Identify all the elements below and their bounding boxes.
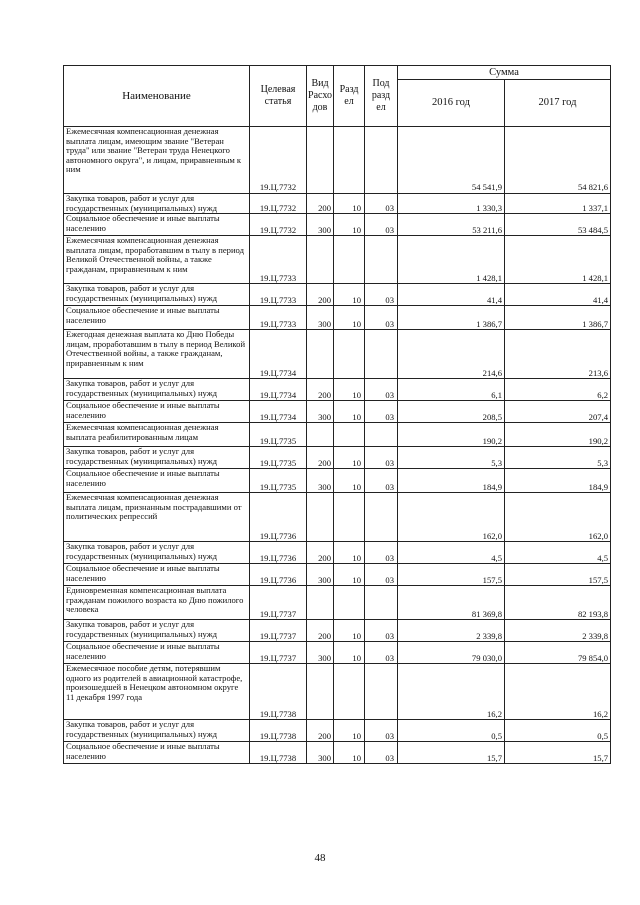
row-podrazdel [365,236,398,284]
row-sum-2016: 214,6 [398,330,505,379]
table-row [64,542,611,564]
row-sum-2016: 81 369,8 [398,586,505,620]
table-row [64,284,611,306]
row-sum-2016: 162,0 [398,493,505,542]
row-target-code: 19.Ц.7734 [250,401,307,423]
row-sum-2016: 208,5 [398,401,505,423]
row-vid: 300 [307,306,334,330]
row-target-code: 19.Ц.7732 [250,194,307,214]
table-row [64,447,611,469]
row-target-code: 19.Ц.7737 [250,642,307,664]
row-podrazdel: 03 [365,214,398,236]
row-podrazdel: 03 [365,542,398,564]
row-razdel: 10 [334,620,365,642]
row-sum-2016: 79 030,0 [398,642,505,664]
row-sum-2017: 190,2 [505,423,611,447]
row-sum-2016: 1 428,1 [398,236,505,284]
row-sum-2017: 0,5 [505,720,611,742]
row-target-code: 19.Ц.7738 [250,720,307,742]
table-row [64,330,611,379]
row-razdel: 10 [334,447,365,469]
table-row [64,423,611,447]
header-name: Наименование [64,66,250,127]
row-vid [307,664,334,720]
row-name: Закупка товаров, работ и услуг для государственных (муниципальных) нужд [64,720,250,742]
row-name: Социальное обеспечение и иные выплаты населению [64,742,250,764]
row-sum-2016: 0,5 [398,720,505,742]
row-vid: 300 [307,564,334,586]
row-sum-2017: 207,4 [505,401,611,423]
row-razdel: 10 [334,642,365,664]
row-podrazdel: 03 [365,306,398,330]
row-razdel: 10 [334,379,365,401]
row-sum-2017: 79 854,0 [505,642,611,664]
row-sum-2017: 6,2 [505,379,611,401]
row-razdel: 10 [334,564,365,586]
row-podrazdel: 03 [365,447,398,469]
row-sum-2016: 157,5 [398,564,505,586]
row-target-code: 19.Ц.7738 [250,742,307,764]
row-name: Ежемесячное пособие детям, потерявшим одного из родителей в авиационной катастрофе, произошедшей в Ненецком автономном округе 11 декабря 1997 года [64,664,250,720]
row-vid: 200 [307,620,334,642]
table-row [64,194,611,214]
row-name: Закупка товаров, работ и услуг для государственных (муниципальных) нужд [64,542,250,564]
row-target-code: 19.Ц.7736 [250,493,307,542]
row-name: Социальное обеспечение и иные выплаты населению [64,214,250,236]
row-podrazdel [365,423,398,447]
row-target-code: 19.Ц.7732 [250,127,307,194]
page-number: 48 [314,852,326,864]
row-vid [307,586,334,620]
row-podrazdel: 03 [365,642,398,664]
row-name: Ежемесячная компенсационная денежная выплата реабилитированным лицам [64,423,250,447]
row-sum-2016: 4,5 [398,542,505,564]
row-podrazdel [365,664,398,720]
row-vid [307,236,334,284]
row-target-code: 19.Ц.7733 [250,236,307,284]
budget-table [63,65,611,764]
row-target-code: 19.Ц.7737 [250,586,307,620]
row-sum-2017: 1 428,1 [505,236,611,284]
row-sum-2016: 53 211,6 [398,214,505,236]
row-sum-2017: 2 339,8 [505,620,611,642]
row-sum-2017: 16,2 [505,664,611,720]
row-vid [307,493,334,542]
row-target-code: 19.Ц.7734 [250,330,307,379]
row-target-code: 19.Ц.7736 [250,564,307,586]
row-razdel: 10 [334,469,365,493]
row-sum-2016: 2 339,8 [398,620,505,642]
row-name: Закупка товаров, работ и услуг для государственных (муниципальных) нужд [64,284,250,306]
table-row [64,127,611,194]
row-sum-2017: 184,9 [505,469,611,493]
row-sum-2017: 53 484,5 [505,214,611,236]
table-body [64,127,611,764]
table-row [64,742,611,764]
row-razdel [334,586,365,620]
row-vid: 200 [307,542,334,564]
row-podrazdel: 03 [365,401,398,423]
row-podrazdel [365,127,398,194]
row-name: Закупка товаров, работ и услуг для государственных (муниципальных) нужд [64,447,250,469]
row-podrazdel: 03 [365,194,398,214]
header-sum: Сумма [398,66,611,80]
row-target-code: 19.Ц.7734 [250,379,307,401]
row-razdel: 10 [334,284,365,306]
row-sum-2016: 16,2 [398,664,505,720]
row-target-code: 19.Ц.7735 [250,423,307,447]
table-row [64,236,611,284]
header-vid: Вид Расхо дов [307,66,334,127]
table-row [64,306,611,330]
row-razdel: 10 [334,214,365,236]
row-name: Социальное обеспечение и иные выплаты населению [64,469,250,493]
row-podrazdel: 03 [365,564,398,586]
row-vid: 300 [307,214,334,236]
row-sum-2017: 213,6 [505,330,611,379]
row-vid [307,127,334,194]
row-name: Единовременная компенсационная выплата гражданам пожилого возраста ко Дню пожилого человека [64,586,250,620]
row-name: Ежемесячная компенсационная денежная выплата лицам, имеющим звание "Ветеран труда" или звание "Ветеран труда Ненецкого автономного округа", и лицам, приравненным к ним [64,127,250,194]
table-row [64,664,611,720]
row-razdel [334,664,365,720]
table-row [64,401,611,423]
table-row [64,720,611,742]
row-name: Ежемесячная компенсационная денежная выплата лицам, проработавшим в тылу в период Великой Отечественной войны, а также гражданам, приравненным к ним [64,236,250,284]
row-podrazdel: 03 [365,742,398,764]
row-sum-2017: 82 193,8 [505,586,611,620]
row-vid: 200 [307,284,334,306]
row-razdel: 10 [334,542,365,564]
row-sum-2016: 184,9 [398,469,505,493]
row-sum-2016: 15,7 [398,742,505,764]
row-razdel: 10 [334,401,365,423]
header-razdel: Разд ел [334,66,365,127]
row-vid: 300 [307,401,334,423]
table-row [64,620,611,642]
row-sum-2017: 157,5 [505,564,611,586]
row-target-code: 19.Ц.7737 [250,620,307,642]
row-razdel: 10 [334,742,365,764]
row-name: Закупка товаров, работ и услуг для государственных (муниципальных) нужд [64,194,250,214]
row-vid [307,423,334,447]
row-name: Закупка товаров, работ и услуг для государственных (муниципальных) нужд [64,620,250,642]
table-row [64,469,611,493]
row-vid: 300 [307,469,334,493]
row-podrazdel: 03 [365,720,398,742]
row-sum-2016: 54 541,9 [398,127,505,194]
row-podrazdel: 03 [365,379,398,401]
row-target-code: 19.Ц.7732 [250,214,307,236]
row-razdel [334,127,365,194]
row-razdel: 10 [334,306,365,330]
row-razdel [334,493,365,542]
table-row [64,214,611,236]
row-sum-2016: 190,2 [398,423,505,447]
row-razdel: 10 [334,194,365,214]
row-sum-2016: 1 330,3 [398,194,505,214]
table-row [64,586,611,620]
row-name: Социальное обеспечение и иные выплаты населению [64,306,250,330]
row-razdel [334,330,365,379]
table-header [64,66,611,127]
row-sum-2017: 1 337,1 [505,194,611,214]
row-vid: 300 [307,742,334,764]
header-podrazdel: Под разд ел [365,66,398,127]
row-razdel [334,423,365,447]
row-sum-2017: 54 821,6 [505,127,611,194]
row-name: Закупка товаров, работ и услуг для государственных (муниципальных) нужд [64,379,250,401]
table-row [64,493,611,542]
row-target-code: 19.Ц.7735 [250,469,307,493]
row-name: Ежемесячная компенсационная денежная выплата лицам, признанным пострадавшими от политических репрессий [64,493,250,542]
table-row [64,379,611,401]
row-name: Социальное обеспечение и иные выплаты населению [64,642,250,664]
header-2017: 2017 год [505,80,611,127]
row-razdel [334,236,365,284]
row-sum-2016: 41,4 [398,284,505,306]
row-sum-2017: 162,0 [505,493,611,542]
row-target-code: 19.Ц.7738 [250,664,307,720]
row-sum-2016: 5,3 [398,447,505,469]
row-podrazdel [365,586,398,620]
row-sum-2017: 4,5 [505,542,611,564]
row-vid: 200 [307,720,334,742]
row-podrazdel: 03 [365,469,398,493]
row-target-code: 19.Ц.7733 [250,306,307,330]
row-razdel: 10 [334,720,365,742]
row-sum-2017: 41,4 [505,284,611,306]
row-sum-2017: 15,7 [505,742,611,764]
row-vid: 200 [307,379,334,401]
row-target-code: 19.Ц.7735 [250,447,307,469]
row-vid: 300 [307,642,334,664]
row-name: Социальное обеспечение и иные выплаты населению [64,564,250,586]
table-row [64,642,611,664]
row-vid: 200 [307,447,334,469]
row-podrazdel: 03 [365,620,398,642]
row-target-code: 19.Ц.7736 [250,542,307,564]
row-sum-2017: 5,3 [505,447,611,469]
row-sum-2016: 1 386,7 [398,306,505,330]
row-target-code: 19.Ц.7733 [250,284,307,306]
table-row [64,564,611,586]
header-target: Целевая статья [250,66,307,127]
header-2016: 2016 год [398,80,505,127]
row-podrazdel [365,493,398,542]
row-name: Социальное обеспечение и иные выплаты населению [64,401,250,423]
row-vid: 200 [307,194,334,214]
row-name: Ежегодная денежная выплата ко Дню Победы лицам, проработавшим в тылу в период Великой Отечественной войны, а также гражданам, приравненным к ним [64,330,250,379]
row-sum-2016: 6,1 [398,379,505,401]
row-sum-2017: 1 386,7 [505,306,611,330]
row-vid [307,330,334,379]
row-podrazdel [365,330,398,379]
row-podrazdel: 03 [365,284,398,306]
